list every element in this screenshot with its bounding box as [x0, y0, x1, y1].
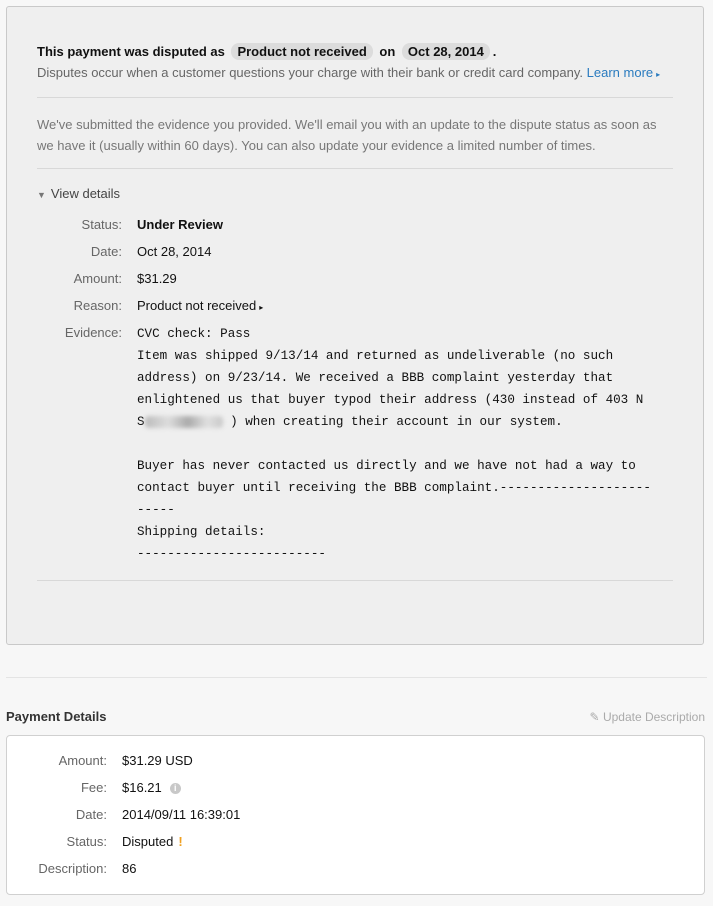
- dispute-reason-badge: Product not received: [231, 43, 372, 60]
- status-value: Under Review: [137, 217, 223, 232]
- payment-fee-row: [7, 780, 697, 800]
- triangle-down-icon: ▼: [37, 190, 46, 200]
- update-description-link[interactable]: [590, 710, 705, 724]
- status-text: Disputed: [122, 834, 174, 849]
- payment-description-label: Description:: [38, 861, 107, 876]
- evidence-label: Evidence:: [64, 325, 122, 340]
- reason-link[interactable]: [137, 298, 263, 313]
- learn-more-label: Learn more: [586, 65, 654, 80]
- payment-description-value: 86: [122, 861, 137, 876]
- view-details-toggle[interactable]: [37, 186, 673, 201]
- dispute-headline: [37, 43, 673, 60]
- pencil-icon: ✎: [589, 710, 600, 724]
- date-label: Date:: [90, 244, 122, 259]
- payment-date-row: [7, 807, 697, 827]
- warning-icon: !: [178, 834, 183, 849]
- payment-details-panel: [6, 735, 705, 895]
- payment-amount-row: [7, 753, 697, 773]
- payment-description-row: [7, 861, 697, 881]
- divider: [37, 168, 673, 169]
- dispute-subline: [37, 65, 673, 80]
- dispute-date-badge: Oct 28, 2014: [402, 43, 490, 60]
- section-divider: [6, 677, 707, 678]
- detail-reason-row: [7, 298, 687, 318]
- headline-suffix: .: [492, 44, 497, 59]
- dispute-panel: [6, 6, 704, 645]
- learn-more-link[interactable]: [587, 65, 661, 80]
- status-label: Status:: [81, 217, 122, 232]
- payment-status-value: [122, 834, 183, 849]
- dispute-explanation: Disputes occur when a customer questions your charge with their bank or credit card company.: [37, 65, 584, 80]
- payment-details-title: Payment Details: [6, 709, 107, 724]
- amount-label: Amount:: [73, 271, 122, 286]
- payment-date-label: Date:: [75, 807, 107, 822]
- reason-label: Reason:: [73, 298, 122, 313]
- headline-on: on: [379, 44, 396, 59]
- detail-status-row: [7, 217, 687, 237]
- divider: [37, 580, 673, 581]
- info-icon[interactable]: i: [170, 783, 181, 794]
- detail-amount-row: [7, 271, 687, 291]
- date-value: Oct 28, 2014: [137, 244, 212, 259]
- reason-link-label: Product not received: [137, 298, 257, 313]
- payment-fee-label: Fee:: [80, 780, 107, 795]
- payment-amount-value: $31.29 USD: [122, 753, 193, 768]
- divider: [37, 97, 673, 98]
- evidence-submitted-message: We've submitted the evidence you provided. We'll email you with an update to the dispute status as soon as we have it (usually within 60 days). You can also update your evidence a limited number of times.: [37, 117, 657, 153]
- payment-fee-value: [122, 780, 181, 795]
- update-description-label: Update Description: [602, 710, 705, 724]
- payment-status-row: [7, 834, 697, 854]
- payment-date-value: 2014/09/11 16:39:01: [122, 807, 241, 822]
- view-details-label: View details: [50, 186, 121, 201]
- payment-status-label: Status:: [66, 834, 107, 849]
- payment-amount-label: Amount:: [58, 753, 107, 768]
- evidence-text-part1: CVC check: Pass Item was shipped 9/13/14 and returned as undeliverable (no such address) on 9/23/14. We received a BBB complaint yesterday that enlightened us that buyer typod their address (430 instead of 403 N S: [137, 327, 644, 429]
- chevron-right-icon: ▸: [656, 70, 661, 79]
- chevron-right-icon: ▸: [259, 303, 264, 312]
- evidence-text-part2: ) when creating their account in our system. Buyer has never contacted us directly and we have not had a way to contact buyer until receiving the BBB complaint.-------------------- ----- Shipping details: -------------------------: [137, 415, 651, 561]
- detail-date-row: [7, 244, 687, 264]
- redacted-address: [145, 416, 223, 428]
- fee-amount: $16.21: [122, 780, 162, 795]
- headline-prefix: This payment was disputed as: [37, 44, 225, 59]
- evidence-text: [137, 323, 677, 565]
- amount-value: $31.29: [137, 271, 177, 286]
